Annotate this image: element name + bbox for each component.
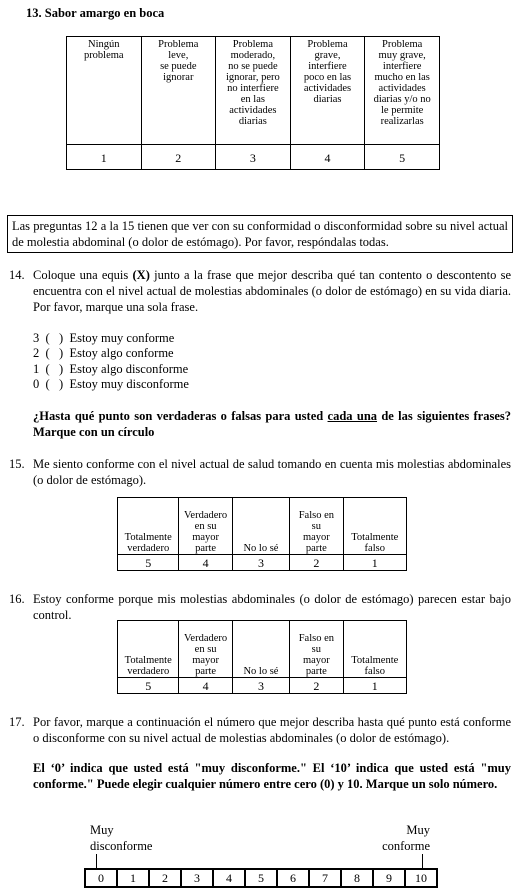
scale-option-8[interactable]: 8 (341, 869, 373, 887)
question-13-table (66, 36, 440, 170)
q14-option-0[interactable]: 0 ( ) Estoy muy disconforme (33, 377, 189, 391)
q15-option-2[interactable]: 2 (290, 555, 343, 571)
q16-option-4[interactable]: 4 (179, 678, 232, 694)
q15-option-1[interactable]: 1 (343, 555, 406, 571)
q15-option-4[interactable]: 4 (179, 555, 232, 571)
q14-option-1[interactable]: 1 ( ) Estoy algo disconforme (33, 362, 189, 376)
scale-right-label: Muy conforme (382, 823, 430, 853)
q15-option-3[interactable]: 3 (232, 555, 289, 571)
q15-header-5: Totalmente falso (343, 498, 406, 555)
scale-option-3[interactable]: 3 (181, 869, 213, 887)
q14-number: 14. (9, 268, 25, 282)
scale-option-5[interactable]: 5 (245, 869, 277, 887)
scale-option-2[interactable]: 2 (149, 869, 181, 887)
q15-header-3: No lo sé (232, 498, 289, 555)
q15-number: 15. (9, 457, 25, 471)
q15-text: Me siento conforme con el nivel actual de salud tomando en cuenta mis molestias abdominales (o dolor de estómago). (33, 457, 511, 487)
q13-option-1[interactable]: 1 (67, 145, 142, 170)
instruction-text: ¿Hasta qué punto son verdaderas o falsas para usted cada una de las siguientes frases? Marque con un círculo (33, 409, 512, 439)
q16-header-4: Falso en su mayor parte (290, 621, 343, 678)
q13-header-1: Ningún problema (67, 37, 142, 145)
q15-header-4: Falso en su mayor parte (290, 498, 343, 555)
scale-option-4[interactable]: 4 (213, 869, 245, 887)
q16-header-1: Totalmente verdadero (118, 621, 179, 678)
q16-text: Estoy conforme porque mis molestias abdominales (o dolor de estómago) parecen estar bajo control. (33, 592, 511, 622)
q13-option-4[interactable]: 4 (290, 145, 365, 170)
scale-option-1[interactable]: 1 (117, 869, 149, 887)
q13-header-4: Problema grave, interfiere poco en las actividades diarias (290, 37, 365, 145)
q15-header-2: Verdadero en su mayor parte (179, 498, 232, 555)
q16-number: 16. (9, 592, 25, 606)
q16-option-1[interactable]: 1 (343, 678, 406, 694)
q14-option-3[interactable]: 3 ( ) Estoy muy conforme (33, 331, 175, 345)
q13-option-3[interactable]: 3 (216, 145, 291, 170)
q13-header-3: Problema moderado, no se puede ignorar, pero no interfiere en las actividades diarias (216, 37, 291, 145)
rating-scale-0-10 (84, 868, 438, 888)
q16-option-3[interactable]: 3 (232, 678, 289, 694)
q16-header-5: Totalmente falso (343, 621, 406, 678)
question-16-table (117, 620, 407, 694)
question-15-table (117, 497, 407, 571)
notice-box: Las preguntas 12 a la 15 tienen que ver con su conformidad o disconformidad sobre su nivel actual de molestia abdominal (o dolor de estómago). Por favor, respóndalas todas. (7, 215, 513, 253)
q13-option-5[interactable]: 5 (365, 145, 440, 170)
q17-instruction: El ‘0’ indica que usted está "muy disconforme." El ‘10’ indica que usted está "muy conforme." Puede elegir cualquier número entre cero (0) y 10. Marque un solo número. (33, 761, 511, 791)
scale-option-10[interactable]: 10 (405, 869, 437, 887)
scale-left-tick (96, 854, 97, 868)
scale-option-9[interactable]: 9 (373, 869, 405, 887)
q14-option-2[interactable]: 2 ( ) Estoy algo conforme (33, 346, 174, 360)
q16-option-5[interactable]: 5 (118, 678, 179, 694)
q17-text: Por favor, marque a continuación el número que mejor describa hasta qué punto está conforme o disconforme con su nivel actual de molestias abdominales (o dolor de estómago). (33, 715, 511, 745)
scale-left-label: Muy disconforme (90, 823, 153, 853)
q15-option-5[interactable]: 5 (118, 555, 179, 571)
q16-option-2[interactable]: 2 (290, 678, 343, 694)
scale-option-7[interactable]: 7 (309, 869, 341, 887)
q17-number: 17. (9, 715, 25, 729)
q15-header-1: Totalmente verdadero (118, 498, 179, 555)
scale-right-tick (422, 854, 423, 868)
q16-header-3: No lo sé (232, 621, 289, 678)
q14-text: Coloque una equis (X) junto a la frase que mejor describa qué tan contento o descontento se encuentra con el nivel actual de molestias abdominales (o dolor de estómago) en su vida diaria. Por favor, marque una sola frase. (33, 268, 511, 314)
q16-header-2: Verdadero en su mayor parte (179, 621, 232, 678)
q13-option-2[interactable]: 2 (141, 145, 216, 170)
scale-option-6[interactable]: 6 (277, 869, 309, 887)
scale-option-0[interactable]: 0 (85, 869, 117, 887)
question-13-title: 13. Sabor amargo en boca (26, 6, 165, 20)
q13-header-2: Problema leve, se puede ignorar (141, 37, 216, 145)
q13-header-5: Problema muy grave, interfiere mucho en las actividades diarias y/o no le permite realizarlas (365, 37, 440, 145)
